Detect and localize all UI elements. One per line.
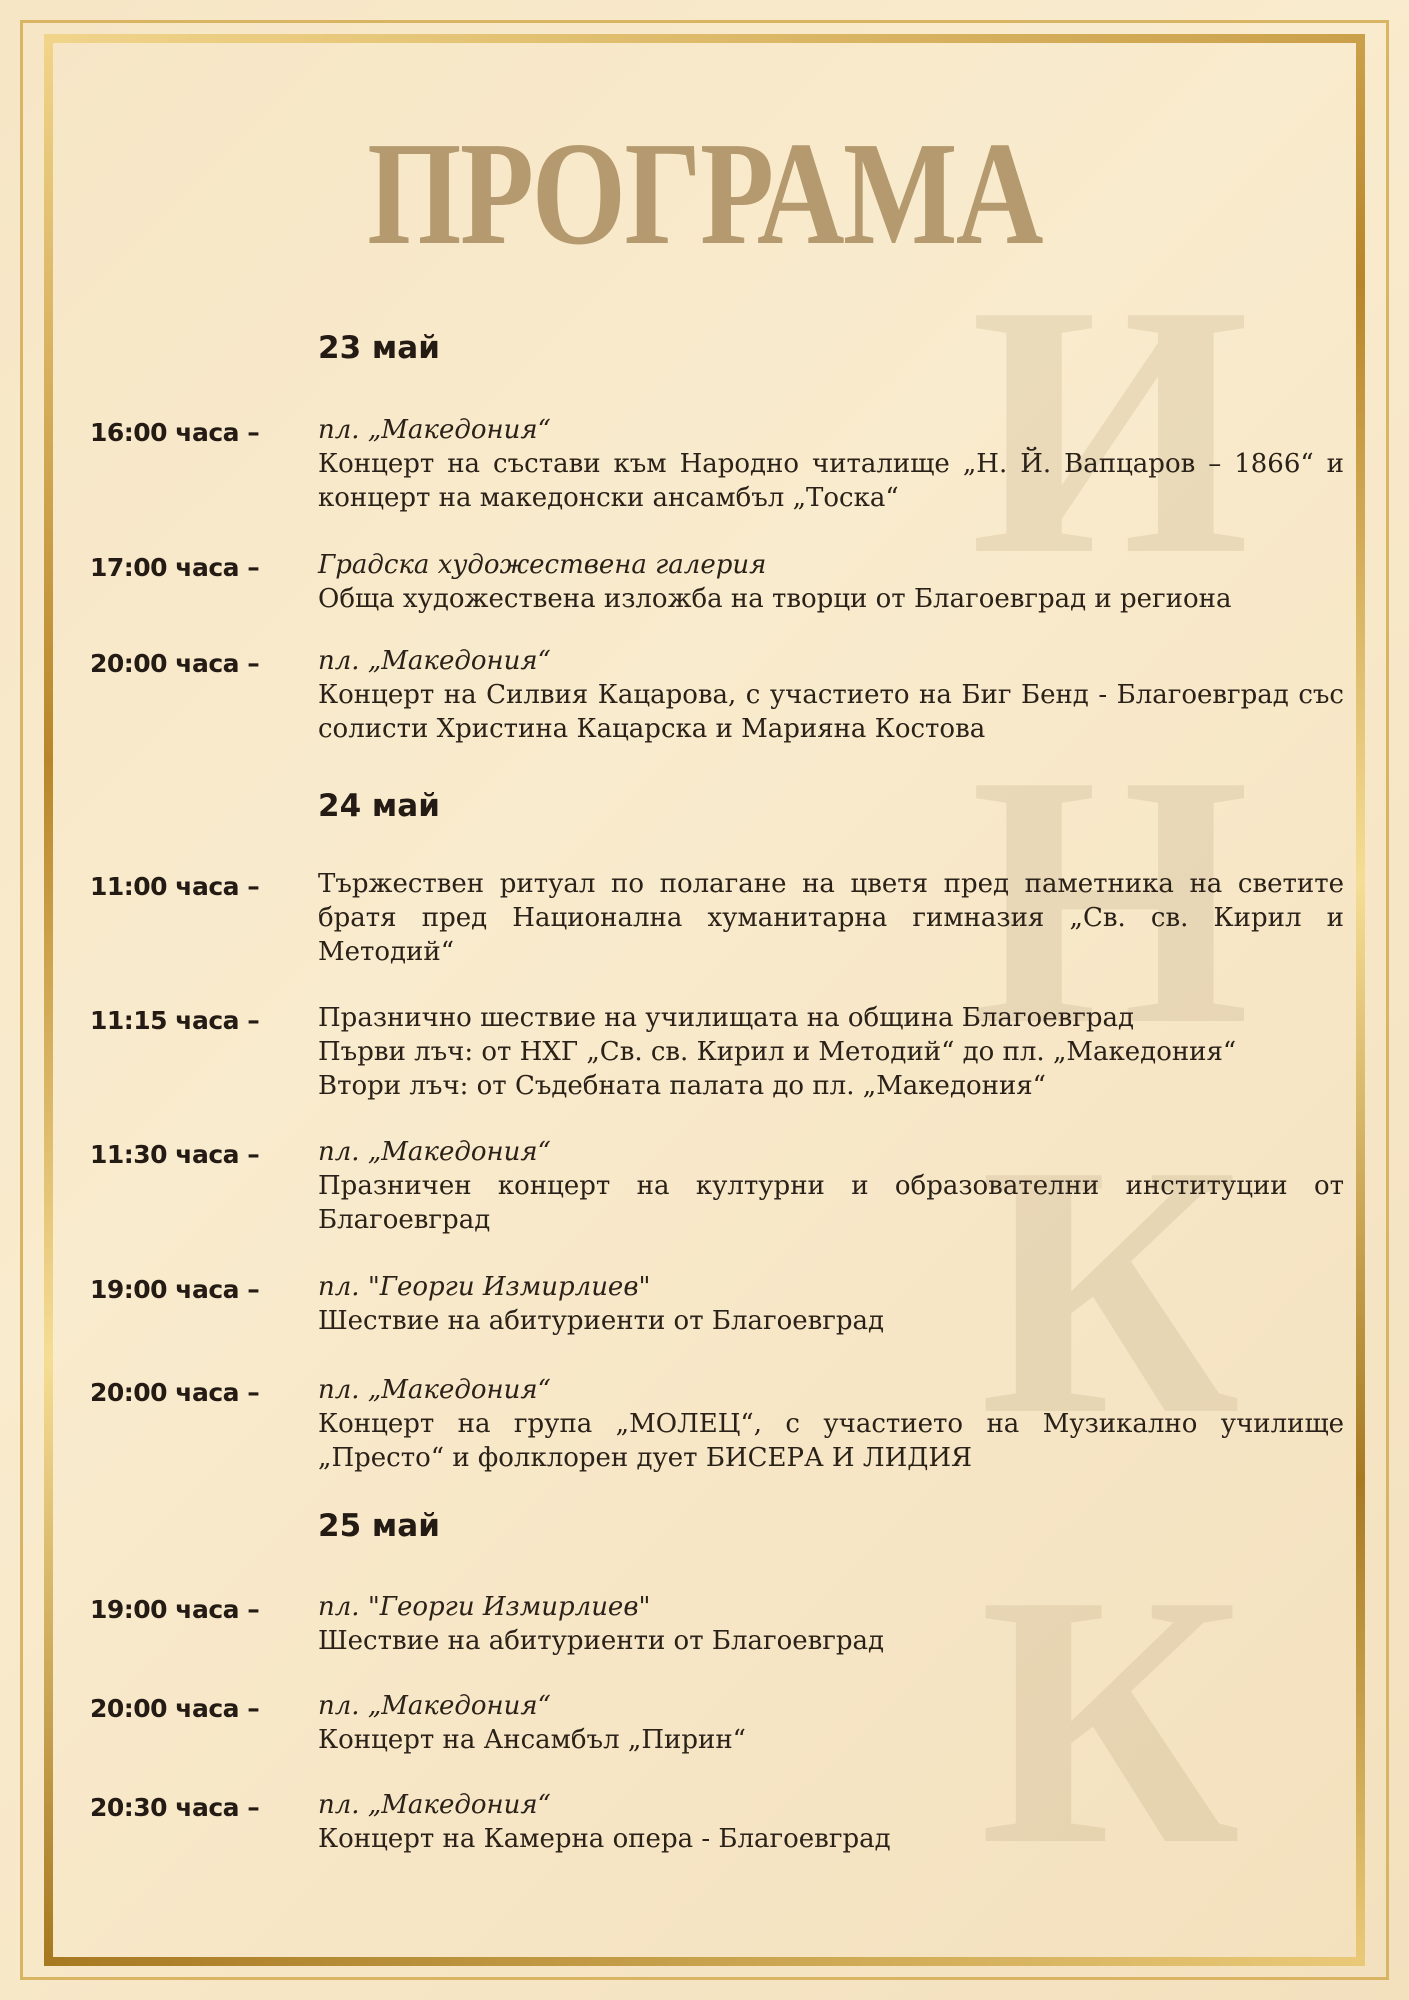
watermark-letter: К xyxy=(979,1090,1241,1489)
page-title: ПРОГРАМА xyxy=(367,112,1042,276)
event-location: пл. "Георги Измирлиев" xyxy=(318,1272,651,1302)
event-time: 20:00 часа – xyxy=(90,1694,260,1723)
day-heading-24: 24 май xyxy=(318,788,440,824)
event-time: 16:00 часа – xyxy=(90,418,260,447)
event-time: 11:15 часа – xyxy=(90,1006,260,1035)
event-location: Градска художествена галерия xyxy=(318,550,767,580)
event-description-line: Втори лъч: от Съдебната палата до пл. „Македония“ xyxy=(318,1071,1046,1101)
event-location: пл. "Георги Измирлиев" xyxy=(318,1592,651,1622)
event-time: 19:00 часа – xyxy=(90,1595,260,1624)
event-location: пл. „Македония“ xyxy=(318,646,551,676)
event-description-line: Първи лъч: от НХГ „Св. св. Кирил и Методий“ до пл. „Македония“ xyxy=(318,1037,1237,1067)
event-description-line: Празнично шествие на училищата на община Благоевград xyxy=(318,1003,1134,1033)
watermark-letter: К xyxy=(979,1520,1241,1919)
gold-frame-border xyxy=(44,34,1365,1966)
event-time: 20:30 часа – xyxy=(90,1793,260,1822)
event-time: 17:00 часа – xyxy=(90,553,260,582)
event-description: Обща художествена изложба на творци от Благоевград и региона xyxy=(318,584,1232,614)
event-location: пл. „Македония“ xyxy=(318,1691,551,1721)
event-description: Концерт на състави към Народно читалище „Н. Й. Вапцаров – 1866“ и концерт на македонски ансамбъл „Тоска“ xyxy=(318,449,1344,513)
event-time: 11:00 часа – xyxy=(90,872,260,901)
watermark-letter: Н xyxy=(969,700,1251,1099)
day-heading-23: 23 май xyxy=(318,330,440,366)
event-location: пл. „Македония“ xyxy=(318,1790,551,1820)
event-description: Концерт на Ансамбъл „Пирин“ xyxy=(318,1725,746,1755)
event-description: Празничен концерт на културни и образователни институции от Благоевград xyxy=(318,1171,1344,1235)
event-location: пл. „Македония“ xyxy=(318,1137,551,1167)
event-description: Тържествен ритуал по полагане на цветя пред паметника на светите братя пред Национална хуманитарна гимназия „Св. св. Кирил и Методий“ xyxy=(318,869,1344,967)
event-time: 19:00 часа – xyxy=(90,1275,260,1304)
event-time: 20:00 часа – xyxy=(90,1378,260,1407)
watermark-letter: И xyxy=(969,230,1251,629)
event-location: пл. „Македония“ xyxy=(318,1375,551,1405)
event-description: Шествие на абитуриенти от Благоевград xyxy=(318,1626,885,1656)
event-description: Шествие на абитуриенти от Благоевград xyxy=(318,1306,885,1336)
event-time: 20:00 часа – xyxy=(90,649,260,678)
event-description: Концерт на Камерна опера - Благоевград xyxy=(318,1824,891,1854)
event-time: 11:30 часа – xyxy=(90,1140,260,1169)
event-location: пл. „Македония“ xyxy=(318,415,551,445)
event-description: Концерт на група „МОЛЕЦ“, с участието на Музикално училище „Престо“ и фолклорен дует БИСЕРА И ЛИДИЯ xyxy=(318,1409,1344,1473)
day-heading-25: 25 май xyxy=(318,1508,440,1544)
event-description: Концерт на Силвия Кацарова, с участието на Биг Бенд - Благоевград със солисти Христина Кацарска и Марияна Костова xyxy=(318,680,1344,744)
